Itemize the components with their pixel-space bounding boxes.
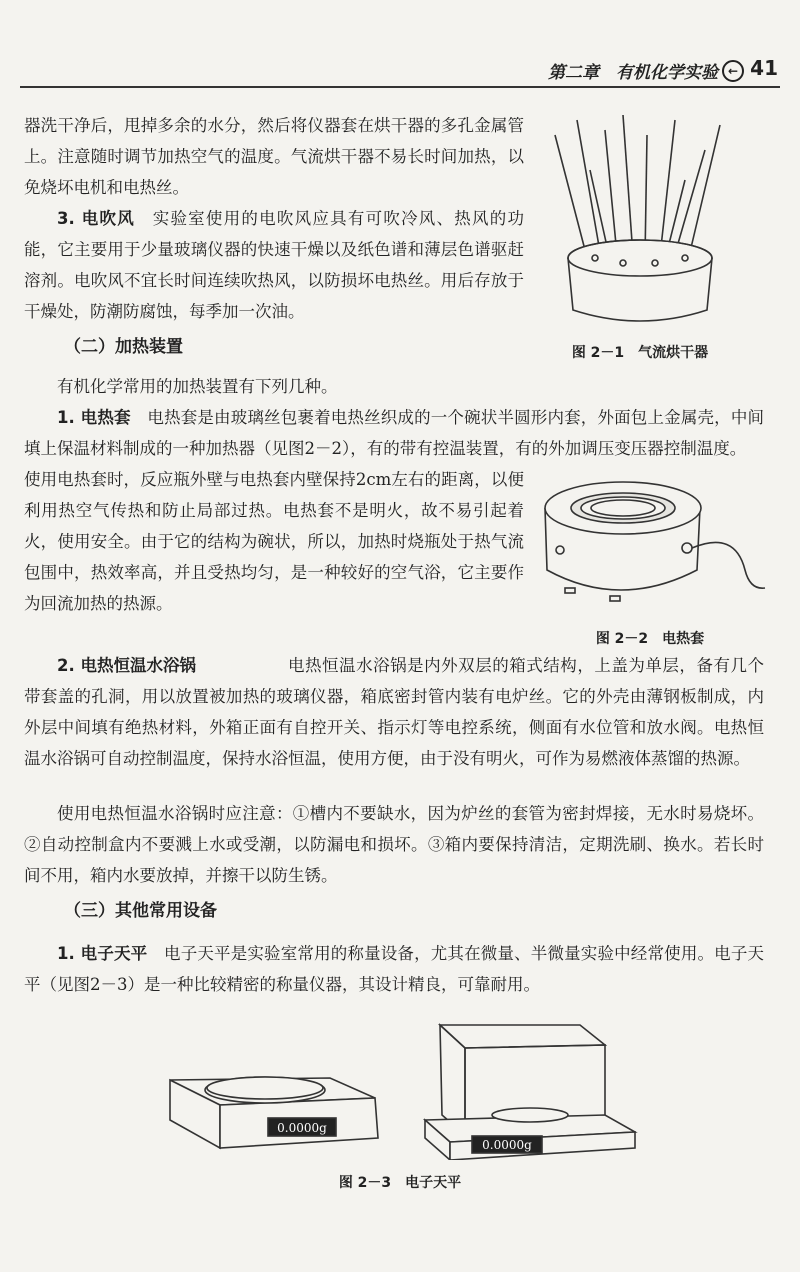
- heating-mantle-title: 1. 电热套: [57, 408, 131, 427]
- figure-heating-mantle-caption: 图 2－2 电热套: [595, 631, 705, 647]
- electronic-balance-title: 1. 电子天平: [57, 944, 148, 963]
- paragraph-heating-mantle-continued: 使用电热套时，反应瓶外壁与电热套内壁保持2cm左右的距离，以便利用热空气传热和防止局部过热。电热套不是明火，故不易引起着火，使用安全。由于它的结构为碗状，所以，加热时烧瓶处于热气流包围中，热效率高，并且受热均匀，是一种较好的空气浴，它主要作为回流加热的热源。: [24, 470, 524, 613]
- paragraph-water-bath-notes: 使用电热恒温水浴锅时应注意：①槽内不要缺水，因为炉丝的套管为密封焊接，无水时易烧坏。②自动控制盒内不要溅上水或受潮，以防漏电和损坏。③箱内要保持清洁，定期洗刷、换水。若长时间不用，箱内水要放掉，并擦干以防生锈。: [24, 804, 764, 885]
- figure-heating-mantle: [535, 470, 770, 620]
- figure-electronic-balance: [150, 1020, 650, 1160]
- paragraph-heating-mantle: [24, 402, 764, 464]
- paragraph-dryer-continued: 器洗干净后，甩掉多余的水分，然后将仪器套在烘干器的多孔金属管上。注意随时调节加热空气的温度。气流烘干器不易长时间加热，以免烧坏电机和电热丝。: [24, 116, 524, 197]
- section-heating: （二）加热装置: [64, 337, 183, 357]
- hair-dryer-title: 3. 电吹风: [57, 209, 135, 228]
- paragraph-water-bath: 电热恒温水浴锅是内外双层的箱式结构，上盖为单层，备有几个带套盖的孔洞，用以放置被加热的玻璃仪器，箱底密封管内装有电炉丝。它的外壳由薄钢板制成，内外层中间填有绝热材料，外箱正面有自控开关、指示灯等电控系统，侧面有水位管和放水阀。电热恒温水浴锅可自动控制温度，保持水浴恒温，使用方便，由于没有明火，可作为易燃液体蒸馏的热源。: [24, 656, 764, 768]
- page-number: 41: [750, 56, 778, 80]
- dryer-tube: [660, 120, 675, 256]
- section-other-equipment: （三）其他常用设备: [64, 901, 217, 921]
- dryer-tube: [605, 130, 617, 255]
- dryer-tube: [623, 115, 633, 256]
- figure-electronic-balance-caption: 图 2－3 电子天平: [338, 1175, 462, 1191]
- header-rule: [20, 86, 780, 88]
- paragraph-heating-intro: 有机化学常用的加热装置有下列几种。: [57, 377, 338, 396]
- balance-1-reading: 0.0000g: [277, 1121, 327, 1135]
- page-header: [0, 58, 800, 88]
- figure-airflow-dryer: [545, 110, 735, 335]
- paragraph-electronic-balance: [24, 938, 764, 1000]
- heating-mantle-text: 电热套是由玻璃丝包裹着电热丝织成的一个碗状半圆形内套，外面包上金属壳，中间填上保温材料制成的一种加热器（见图2－2），有的带有控温装置，有的外加调压变压器控制温度。: [24, 408, 765, 458]
- paragraph-hair-dryer: [24, 203, 524, 327]
- hair-dryer-text: 实验室使用的电吹风应具有可吹冷风、热风的功能，它主要用于少量玻璃仪器的快速干燥以及纸色谱和薄层色谱驱赶溶剂。电吹风不宜长时间连续吹热风，以防损坏电热丝。用后存放于干燥处，防潮防腐蚀，每季加一次油。: [24, 209, 525, 321]
- chapter-title: 第二章 有机化学实验: [548, 63, 718, 83]
- electronic-balance-text: 电子天平是实验室常用的称量设备，尤其在微量、半微量实验中经常使用。电子天平（见图2－3）是一种比较精密的称量仪器，其设计精良，可靠耐用。: [24, 944, 765, 994]
- water-bath-title: 2. 电热恒温水浴锅: [57, 656, 196, 675]
- balance-2-reading: 0.0000g: [482, 1138, 532, 1152]
- figure-airflow-dryer-caption: 图 2－1 气流烘干器: [571, 345, 709, 361]
- dryer-tube: [555, 135, 585, 250]
- arrow-left-icon: ←: [722, 60, 744, 82]
